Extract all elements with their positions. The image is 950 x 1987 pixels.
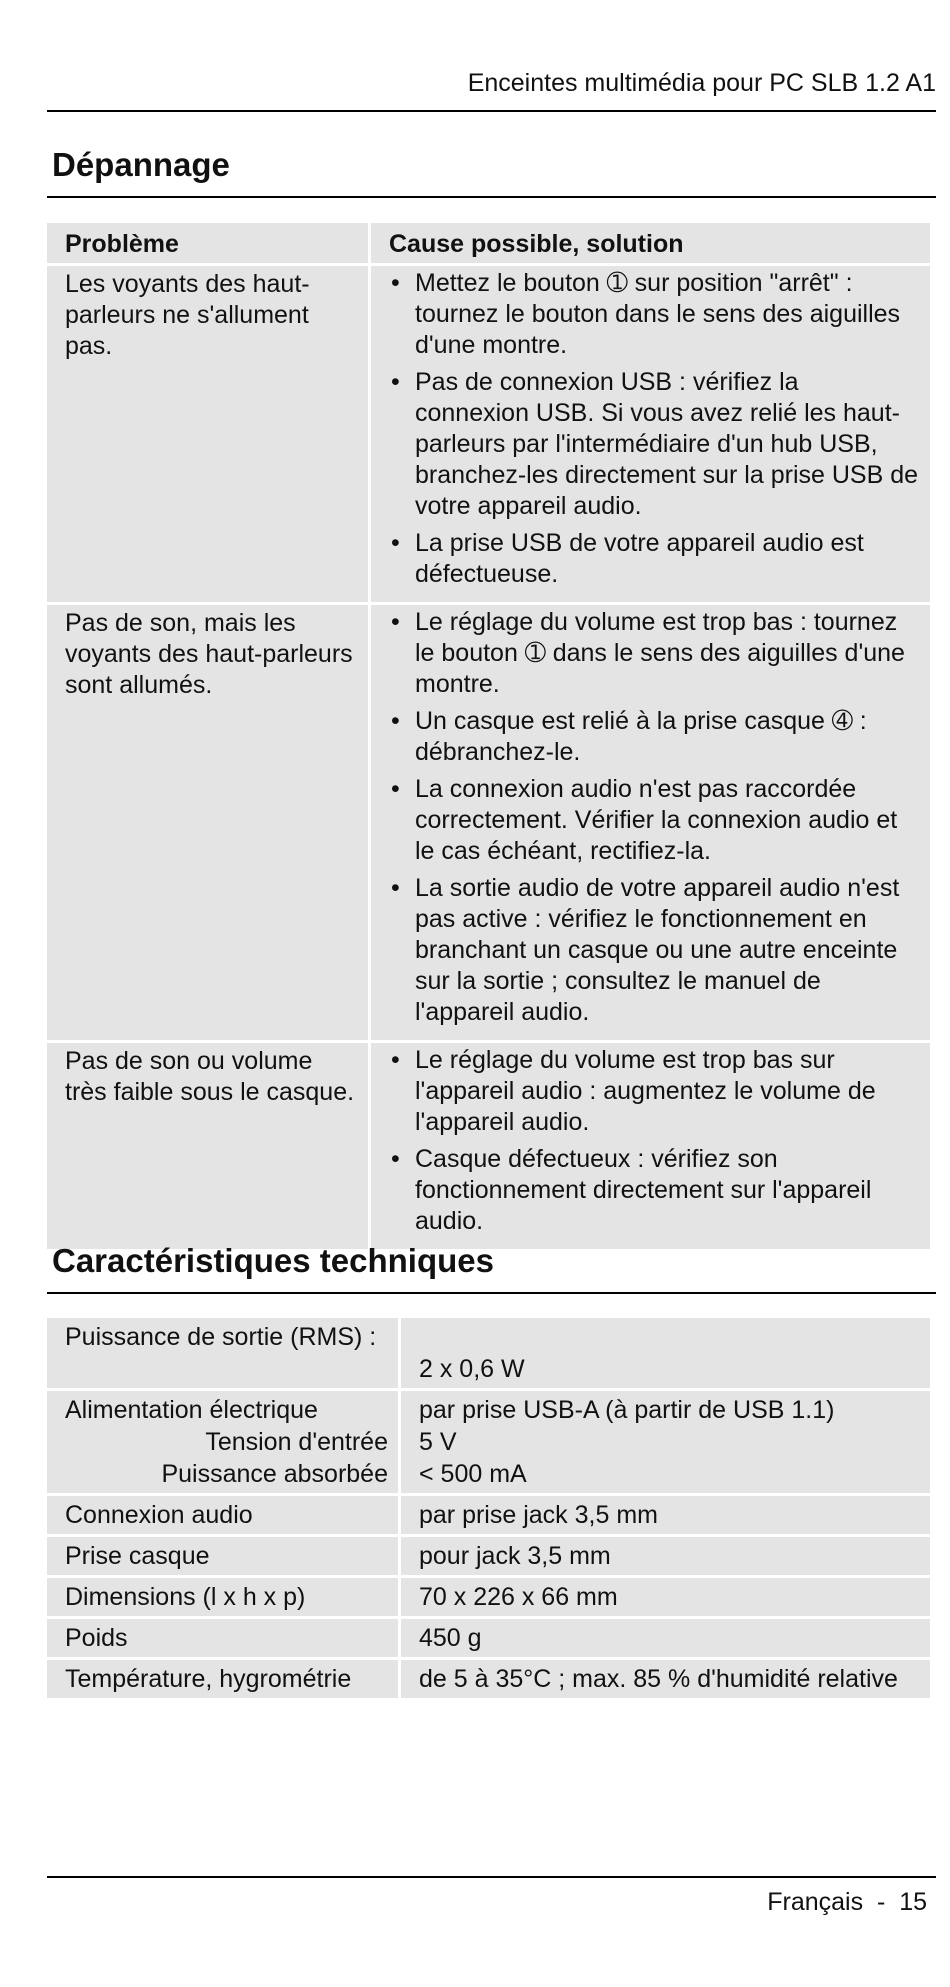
problem-cell: Pas de son, mais les voyants des haut-parleurs sont allumés. xyxy=(47,605,368,1040)
list-item: • La sortie audio de votre appareil audio n'est pas active : vérifiez le fonctionnement en branchant un casque ou une autre enceinte sur la sortie ; consultez le manuel de l'appareil audio. xyxy=(389,873,918,1028)
table-row xyxy=(47,1578,930,1616)
spec-value: de 5 à 35°C ; max. 85 % d'humidité relative xyxy=(401,1660,930,1698)
spec-label: Puissance de sortie (RMS) : xyxy=(47,1318,398,1388)
list-item: • Le réglage du volume est trop bas : tournez le bouton ➀ dans le sens des aiguilles d'une montre. xyxy=(389,607,918,700)
spec-sublabel: Puissance absorbée xyxy=(161,1460,388,1488)
solution-cell xyxy=(371,605,930,1040)
table-row xyxy=(47,1318,930,1388)
table-row xyxy=(47,605,930,1040)
problem-cell: Les voyants des haut-parleurs ne s'allument pas. xyxy=(47,266,368,602)
list-item: • Casque défectueux : vérifiez son fonctionnement directement sur l'appareil audio. xyxy=(389,1144,918,1237)
spec-sublabel: Tension d'entrée xyxy=(205,1428,388,1456)
section-rule-specifications xyxy=(47,1292,936,1294)
spec-value: par prise USB-A (à partir de USB 1.1) xyxy=(419,1396,835,1424)
list-item: • La prise USB de votre appareil audio est défectueuse. xyxy=(389,528,918,590)
spec-label-group xyxy=(47,1391,398,1493)
spec-label: Dimensions (l x h x p) xyxy=(47,1578,398,1616)
list-item: • Le réglage du volume est trop bas sur l'appareil audio : augmentez le volume de l'appareil audio. xyxy=(389,1045,918,1138)
table-row xyxy=(47,1391,930,1493)
spec-value: 5 V xyxy=(419,1428,457,1456)
spec-label: Connexion audio xyxy=(47,1496,398,1534)
spec-value: 450 g xyxy=(401,1619,930,1657)
troubleshooting-table xyxy=(44,220,933,1252)
table-row xyxy=(47,1619,930,1657)
table-row xyxy=(47,1496,930,1534)
table-row xyxy=(47,266,930,602)
spec-label: Prise casque xyxy=(47,1537,398,1575)
section-title-specifications: Caractéristiques techniques xyxy=(52,1242,494,1279)
table-row xyxy=(47,1043,930,1249)
table-header-row xyxy=(47,223,930,263)
spec-value: < 500 mA xyxy=(419,1460,527,1488)
spec-label: Poids xyxy=(47,1619,398,1657)
solution-list xyxy=(389,268,918,590)
list-item: • Pas de connexion USB : vérifiez la connexion USB. Si vous avez relié les haut-parleurs par l'intermédiaire d'un hub USB, branchez-les directement sur la prise USB de votre appareil audio. xyxy=(389,367,918,522)
specifications-table xyxy=(44,1315,933,1701)
spec-value: pour jack 3,5 mm xyxy=(401,1537,930,1575)
running-header: Enceintes multimédia pour PC SLB 1.2 A1 xyxy=(467,69,936,97)
footer-rule xyxy=(47,1876,936,1878)
table-row xyxy=(47,1660,930,1698)
column-header-solution: Cause possible, solution xyxy=(371,223,930,263)
solution-list xyxy=(389,1045,918,1237)
spec-label: Alimentation électrique xyxy=(65,1396,318,1424)
solution-list xyxy=(389,607,918,1028)
header-rule xyxy=(47,110,936,112)
spec-value xyxy=(401,1318,930,1388)
spec-value: 70 x 226 x 66 mm xyxy=(401,1578,930,1616)
solution-cell xyxy=(371,1043,930,1249)
section-rule-troubleshooting xyxy=(47,196,936,198)
column-header-problem: Problème xyxy=(47,223,368,263)
solution-cell xyxy=(371,266,930,602)
spec-value: par prise jack 3,5 mm xyxy=(401,1496,930,1534)
page-footer: Français - 15 xyxy=(767,1888,927,1916)
section-title-troubleshooting: Dépannage xyxy=(52,146,230,183)
list-item: • Un casque est relié à la prise casque ➃ : débranchez-le. xyxy=(389,706,918,768)
problem-cell: Pas de son ou volume très faible sous le casque. xyxy=(47,1043,368,1249)
spec-value-text: 2 x 0,6 W xyxy=(419,1355,525,1383)
spec-label: Température, hygrométrie xyxy=(47,1660,398,1698)
list-item: • Mettez le bouton ➀ sur position "arrêt" : tournez le bouton dans le sens des aiguilles d'une montre. xyxy=(389,268,918,361)
table-row xyxy=(47,1537,930,1575)
spec-value-group xyxy=(401,1391,930,1493)
list-item: • La connexion audio n'est pas raccordée correctement. Vérifier la connexion audio et le cas échéant, rectifiez-la. xyxy=(389,774,918,867)
